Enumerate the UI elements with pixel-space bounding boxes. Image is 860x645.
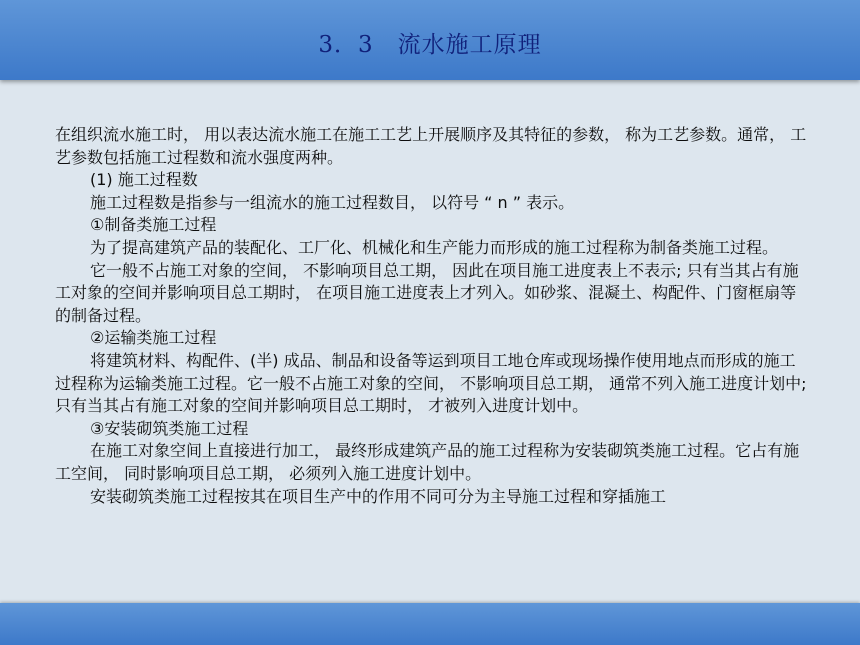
paragraph: 它一般不占施工对象的空间， 不影响项目总工期， 因此在项目施工进度表上不表示; 只有当其占有施工对象的空间并影响项目总工期时， 在项目施工进度表上才列入。如砂浆、混凝土、构配件、门窗框扇等的制备过程。 xyxy=(55,260,799,325)
paragraph: (1) 施工过程数 xyxy=(90,170,198,190)
paragraph: ①制备类施工过程 xyxy=(90,215,217,235)
paragraph: 为了提高建筑产品的装配化、工厂化、机械化和生产能力而形成的施工过程称为制备类施工过程。 xyxy=(90,237,779,257)
header-bar xyxy=(0,0,860,80)
paragraph: 在组织流水施工时， 用以表达流水施工在施工工艺上开展顺序及其特征的参数， 称为工艺参数。通常， 工艺参数包括施工过程数和流水强度两种。 xyxy=(55,125,807,167)
paragraph: ②运输类施工过程 xyxy=(90,328,217,348)
footer-bar xyxy=(0,603,860,645)
paragraph: 在施工对象空间上直接进行加工， 最终形成建筑产品的施工过程称为安装砌筑类施工过程。它占有施工空间， 同时影响项目总工期， 必须列入施工进度计划中。 xyxy=(55,441,800,483)
slide-title: 3．3 流水施工原理 xyxy=(318,32,542,58)
paragraph: ③安装砌筑类施工过程 xyxy=(90,418,249,438)
paragraph: 将建筑材料、构配件、(半) 成品、制品和设备等运到项目工地仓库或现场操作使用地点而形成的施工过程称为运输类施工过程。它一般不占施工对象的空间， 不影响项目总工期， 通常不列入施工进度计划中; 只有当其占有施工对象的空间并影响项目总工期时， 才被列入进度计划中。 xyxy=(55,350,807,416)
paragraph: 施工过程数是指参与一组流水的施工过程数目， 以符号 “ n ” 表示。 xyxy=(90,192,575,212)
content-body xyxy=(55,124,807,508)
paragraph: 安装砌筑类施工过程按其在项目生产中的作用不同可分为主导施工过程和穿插施工 xyxy=(90,486,667,506)
